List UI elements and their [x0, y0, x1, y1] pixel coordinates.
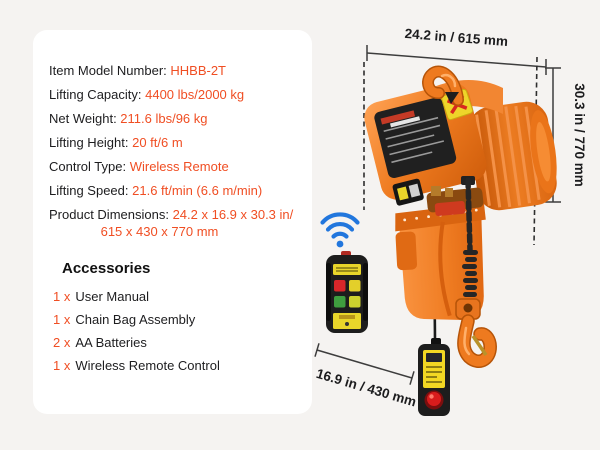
accessory-item [53, 358, 296, 373]
spec-label: Lifting Capacity: [49, 87, 146, 102]
dimension-depth [314, 343, 418, 409]
spec-value: 4400 lbs/2000 kg [145, 87, 245, 102]
wifi-icon [323, 214, 358, 247]
spec-label: Lifting Height: [49, 135, 133, 150]
bag-side-flap [395, 231, 417, 270]
remote-button-up [334, 280, 346, 292]
spec-row-control [49, 159, 296, 174]
spec-row-capacity [49, 87, 296, 102]
spec-row-weight [49, 111, 296, 126]
bottom-hook [456, 299, 490, 361]
accessory-qty: 1 x [53, 358, 71, 373]
spec-value: 20 ft/6 m [132, 135, 183, 150]
spec-row-dimensions [49, 207, 296, 241]
spec-label: Lifting Speed: [49, 183, 133, 198]
accessory-name: User Manual [75, 289, 150, 304]
accessory-qty: 1 x [53, 312, 71, 327]
remote-control [326, 251, 368, 333]
spec-card [33, 30, 312, 414]
dim-height-label: 30.3 in / 770 mm [572, 83, 587, 187]
accessories-title: Accessories [62, 260, 151, 277]
dimension-width [367, 26, 546, 75]
accessory-name: AA Batteries [75, 335, 147, 350]
accessory-item [53, 312, 296, 327]
spec-row-speed [49, 183, 296, 198]
accessory-item [53, 335, 296, 350]
spec-label: Product Dimensions: [49, 207, 173, 222]
spec-label: Net Weight: [49, 111, 121, 126]
spec-label: Item Model Number: [49, 63, 171, 78]
hoist-dimension-diagram [285, 8, 600, 450]
accessory-item [53, 289, 296, 304]
hoist-illustration [323, 72, 563, 416]
accessory-qty: 1 x [53, 289, 71, 304]
spec-row-height [49, 135, 296, 150]
spec-value: Wireless Remote [129, 159, 229, 174]
spec-value: 211.6 lbs/96 kg [120, 111, 208, 126]
accessory-name: Chain Bag Assembly [75, 312, 196, 327]
accessory-name: Wireless Remote Control [75, 358, 220, 373]
dim-width-label: 24.2 in / 615 mm [404, 25, 509, 50]
spec-value: 24.2 x 16.9 x 30.3 in/ [172, 207, 294, 222]
remote-top-label [333, 264, 361, 275]
spec-value: HHBB-2T [170, 63, 226, 78]
remote-button-right [349, 296, 361, 308]
accessory-qty: 2 x [53, 335, 71, 350]
accessories-section [53, 260, 296, 373]
spec-label: Control Type: [49, 159, 130, 174]
pendant-control [418, 338, 450, 416]
remote-button-down [349, 280, 361, 292]
dim-depth-label: 16.9 in / 430 mm [314, 365, 419, 410]
spec-value-line2: 615 x 430 x 770 mm [100, 224, 219, 239]
spec-value: 21.6 ft/min (6.6 m/min) [132, 183, 263, 198]
remote-button-left [334, 296, 346, 308]
spec-row-model [49, 63, 296, 78]
